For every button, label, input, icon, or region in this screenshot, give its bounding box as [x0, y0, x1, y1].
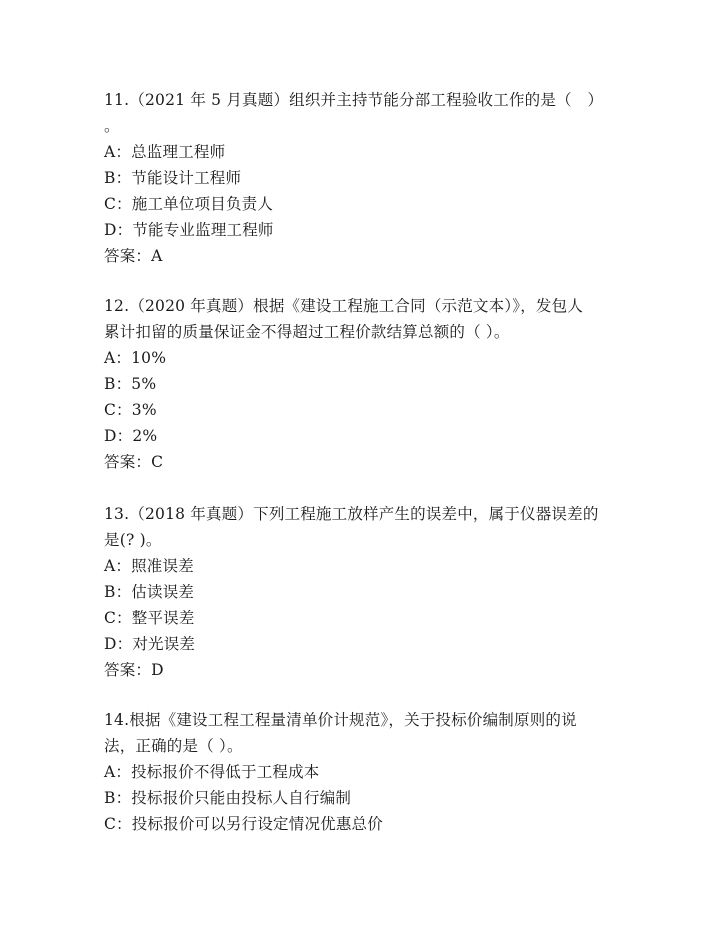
question-stem-line: 累计扣留的质量保证金不得超过工程价款结算总额的（ ）。 [104, 323, 510, 341]
question-stem-line: 14.根据《建设工程工程量清单价计规范》，关于投标价编制原则的说 [104, 711, 577, 729]
option-c: C：3% [104, 401, 157, 419]
answer: 答案：C [104, 453, 164, 471]
option-c: C：施工单位项目负责人 [104, 195, 274, 213]
question-stem-line: 。 [104, 117, 120, 135]
option-c: C：整平误差 [104, 609, 195, 627]
answer: 答案：D [104, 661, 164, 679]
option-d: D：2% [104, 427, 158, 445]
option-a: A：照准误差 [104, 557, 194, 575]
option-d: D：对光误差 [104, 635, 196, 653]
question-stem-line: 11.（2021 年 5 月真题）组织并主持节能分部工程验收工作的是（ ） [104, 91, 604, 109]
question-stem-line: 12.（2020 年真题）根据《建设工程施工合同（示范文本）》，发包人 [104, 297, 584, 315]
question-13 [104, 501, 624, 683]
answer: 答案：A [104, 247, 163, 265]
question-11 [104, 87, 624, 269]
option-b: B：节能设计工程师 [104, 169, 242, 187]
option-b: B：投标报价只能由投标人自行编制 [104, 789, 352, 807]
question-stem-line: 13.（2018 年真题）下列工程施工放样产生的误差中，属于仪器误差的 [104, 505, 599, 523]
option-a: A：总监理工程师 [104, 143, 226, 161]
question-stem-line: 是(? )。 [104, 531, 162, 549]
option-b: B：5% [104, 375, 157, 393]
question-stem-line: 法，正确的是（ ）。 [104, 737, 243, 755]
option-d: D：节能专业监理工程师 [104, 221, 274, 239]
option-a: A：投标报价不得低于工程成本 [104, 763, 320, 781]
option-b: B：估读误差 [104, 583, 195, 601]
option-c: C：投标报价可以另行设定情况优惠总价 [104, 815, 383, 833]
option-a: A：10% [104, 349, 167, 367]
question-14 [104, 707, 624, 837]
question-12 [104, 293, 624, 475]
